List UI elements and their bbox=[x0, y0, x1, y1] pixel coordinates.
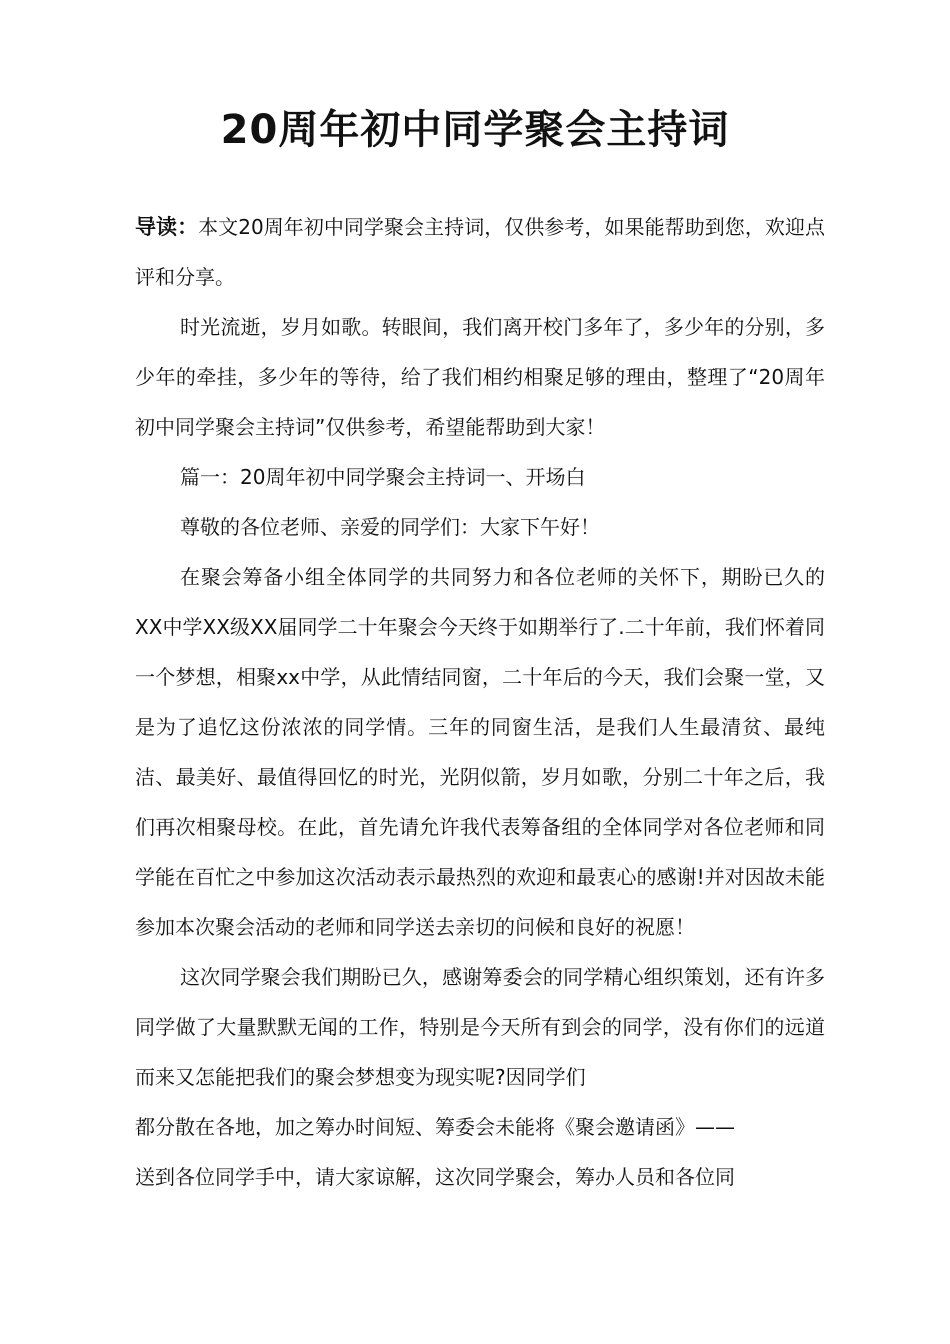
intro-text: 本文20周年初中同学聚会主持词，仅供参考，如果能帮助到您，欢迎点评和分享。 bbox=[135, 215, 825, 289]
greeting-paragraph: 尊敬的各位老师、亲爱的同学们：大家下午好！ bbox=[180, 515, 600, 539]
document-body bbox=[135, 202, 825, 1202]
intro-paragraph bbox=[135, 202, 825, 302]
paragraph-thanks: 这次同学聚会我们期盼已久，感谢筹委会的同学精心组织策划，还有许多同学做了大量默默无闻的工作，特别是今天所有到会的同学，没有你们的远道而来又怎能把我们的聚会梦想变为现实呢?因同学们 bbox=[135, 965, 825, 1089]
paragraph-welcome: 在聚会筹备小组全体同学的共同努力和各位老师的关怀下，期盼已久的XX中学XX级XX届同学二十年聚会今天终于如期举行了.二十年前，我们怀着同一个梦想，相聚xx中学，从此情结同窗，二十年后的今天，我们会聚一堂，又是为了追忆这份浓浓的同学情。三年的同窗生活，是我们人生最清贫、最纯洁、最美好、最值得回忆的时光，光阴似箭，岁月如歌，分别二十年之后，我们再次相聚母校。在此，首先请允许我代表筹备组的全体同学对各位老师和同学能在百忙之中参加这次活动表示最热烈的欢迎和最衷心的感谢!并对因故未能参加本次聚会活动的老师和同学送去亲切的问候和良好的祝愿！ bbox=[135, 565, 825, 939]
trailing-line: 送到各位同学手中，请大家谅解，这次同学聚会，筹办人员和各位同 bbox=[135, 1165, 735, 1189]
intro-label: 导读： bbox=[135, 215, 199, 239]
section-heading: 篇一：20周年初中同学聚会主持词一、开场白 bbox=[180, 465, 586, 489]
paragraph-opening: 时光流逝，岁月如歌。转眼间，我们离开校门多年了，多少年的分别，多少年的牵挂，多少年的等待，给了我们相约相聚足够的理由，整理了“20周年初中同学聚会主持词”仅供参考，希望能帮助到大家！ bbox=[135, 315, 825, 439]
document-title: 20周年初中同学聚会主持词 bbox=[220, 107, 730, 153]
trailing-line: 都分散在各地，加之筹办时间短、筹委会未能将《聚会邀请函》—— bbox=[135, 1115, 735, 1139]
